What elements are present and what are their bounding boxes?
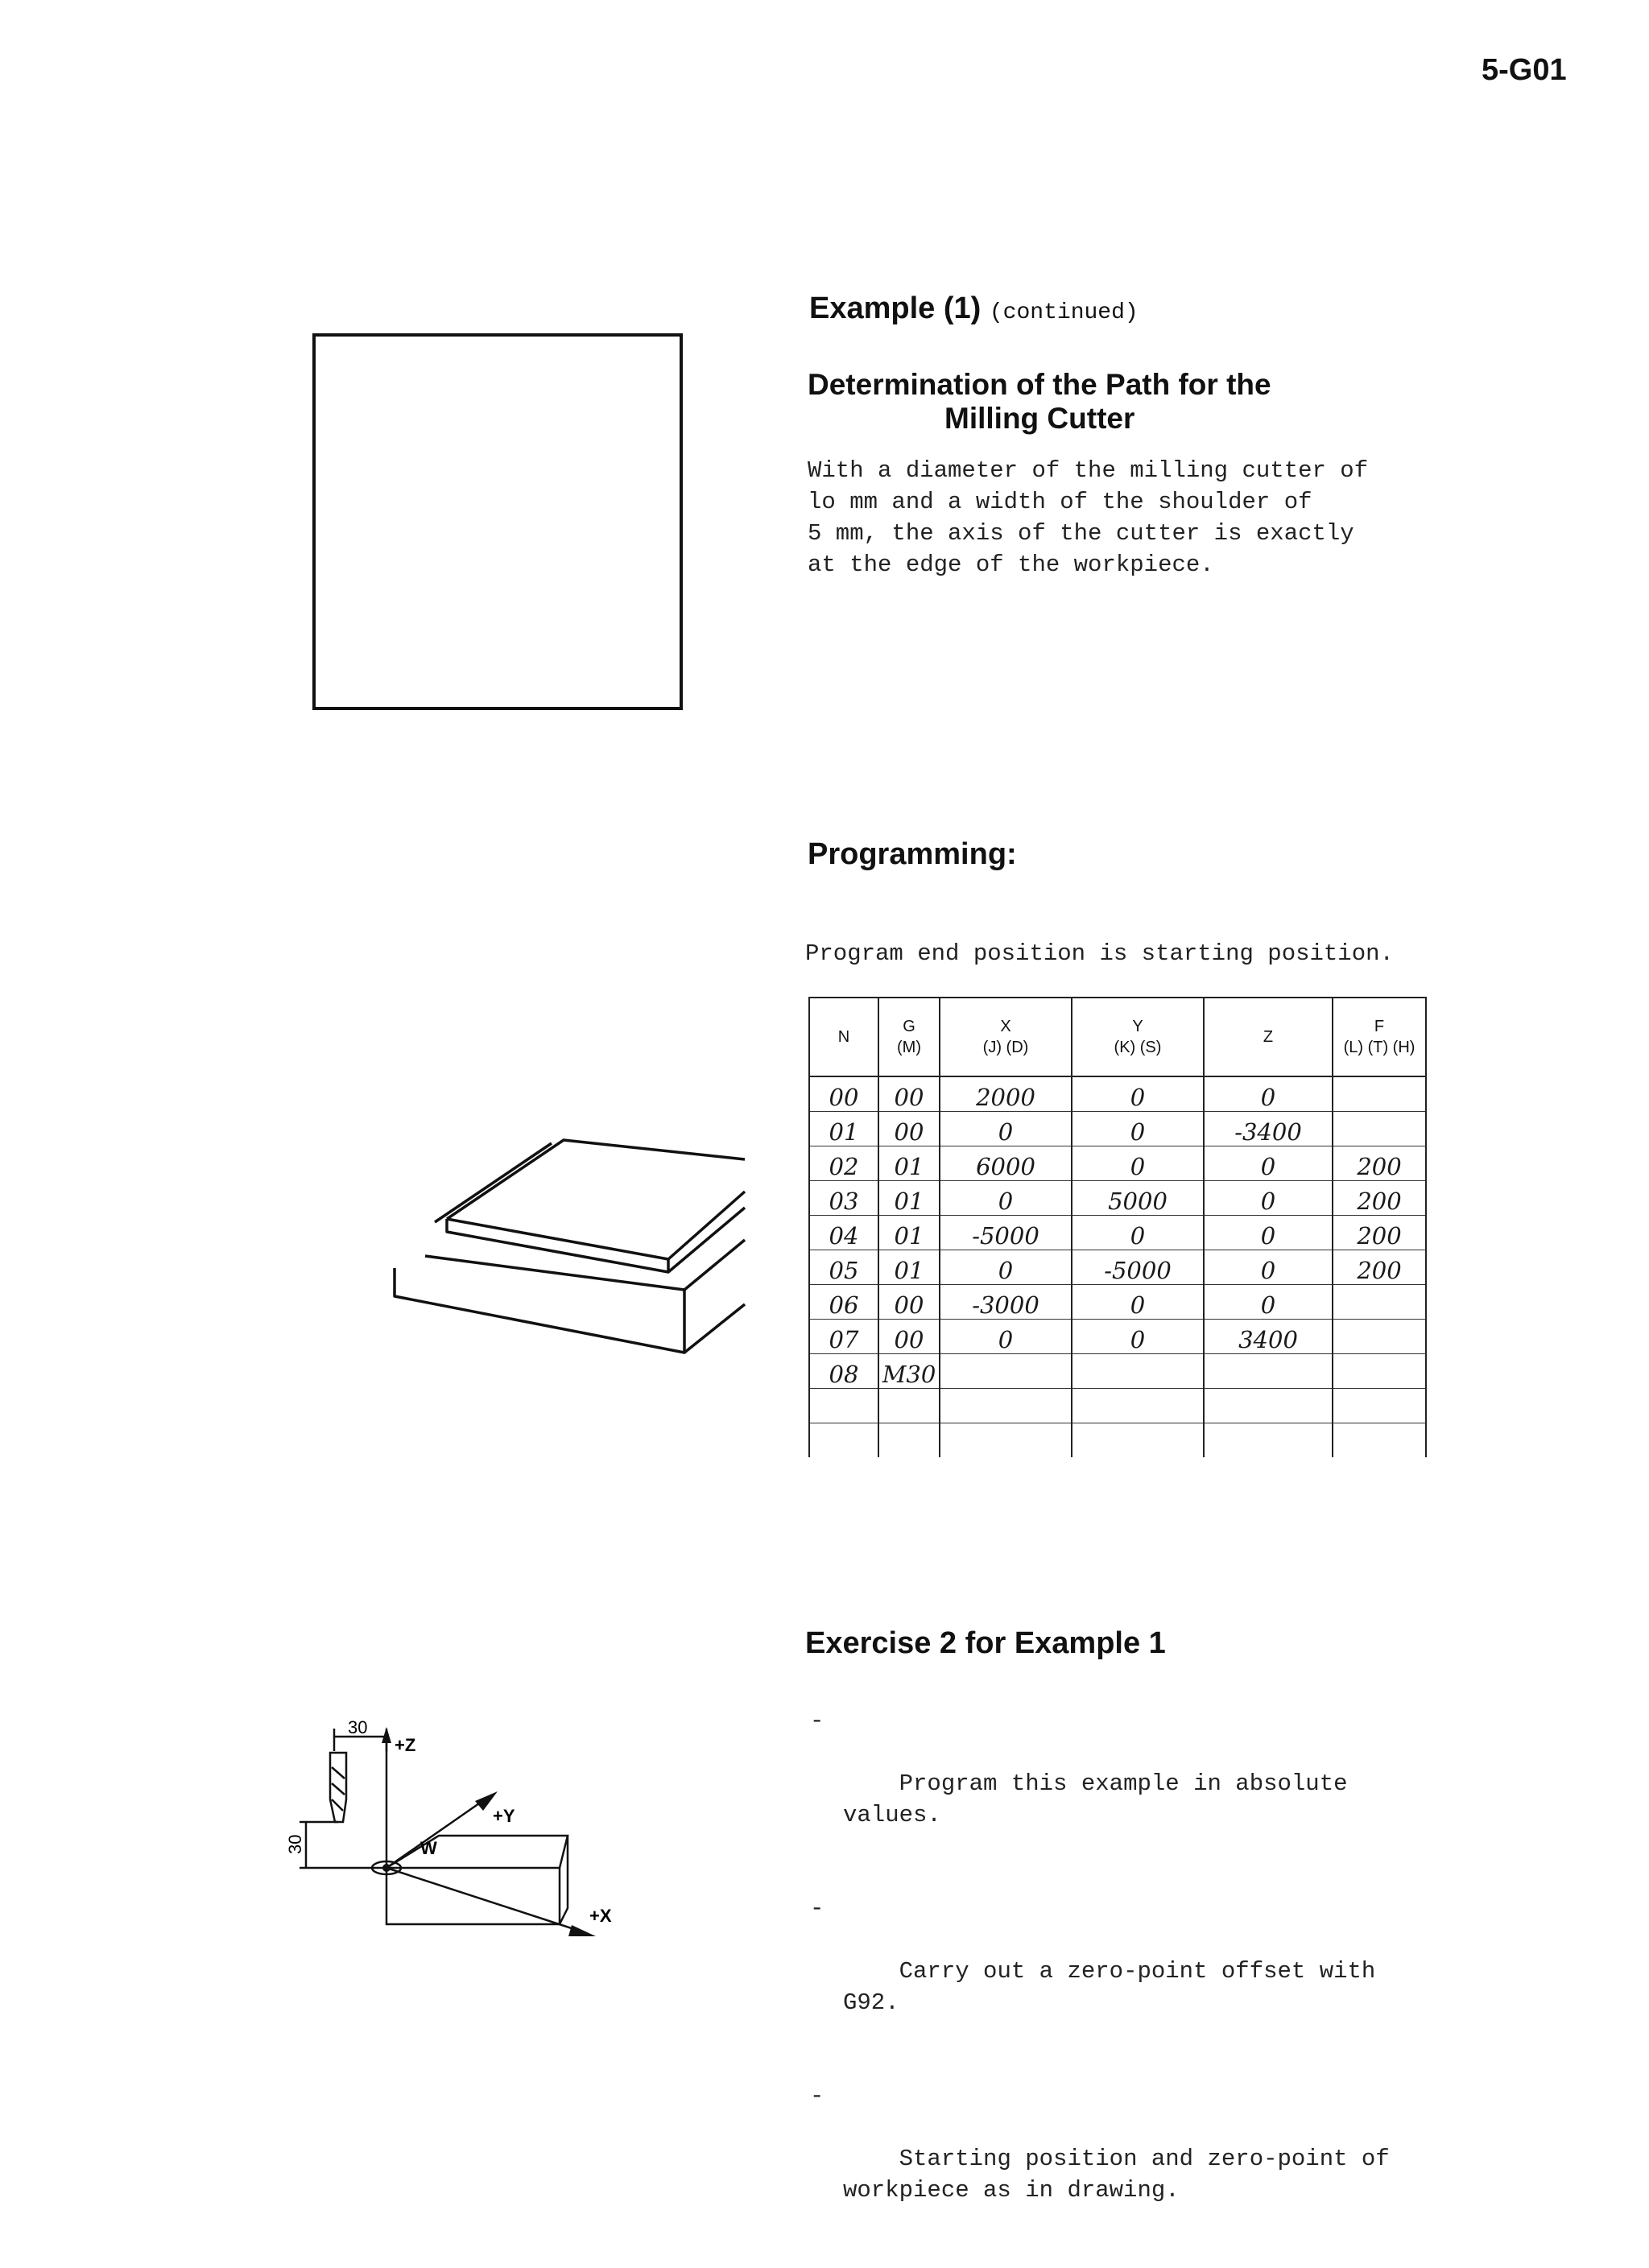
shoulder-edge — [435, 1143, 552, 1222]
table-cell: 6000 — [940, 1146, 1072, 1181]
table-cell — [940, 1423, 1072, 1458]
example-continued: (continued) — [989, 300, 1139, 325]
table-cell: M30 — [878, 1354, 940, 1389]
axis-x-label: +X — [589, 1906, 612, 1926]
block-top-face — [386, 1836, 568, 1868]
table-cell: 01 — [809, 1112, 878, 1146]
table-cell: 0 — [940, 1250, 1072, 1285]
column-header — [1072, 998, 1204, 1076]
exercise-item-text: Carry out a zero-point offset with G92. — [843, 1958, 1376, 2016]
table-row — [809, 1216, 1426, 1250]
top-plate-back-edge — [447, 1140, 745, 1219]
table-cell — [1204, 1389, 1333, 1423]
column-header-label: X — [1000, 1018, 1011, 1035]
table-cell: 00 — [878, 1320, 940, 1354]
table-cell — [878, 1389, 940, 1423]
table-cell: 3400 — [1204, 1320, 1333, 1354]
table-row — [809, 1320, 1426, 1354]
table-cell: 04 — [809, 1216, 878, 1250]
table-cell — [809, 1423, 878, 1458]
table-cell: 01 — [878, 1181, 940, 1216]
table-cell: 0 — [940, 1112, 1072, 1146]
table-cell: 06 — [809, 1285, 878, 1320]
column-header-label: F — [1374, 1018, 1385, 1035]
table-cell: 00 — [878, 1285, 940, 1320]
table-cell — [1333, 1354, 1426, 1389]
table-cell — [1333, 1076, 1426, 1112]
table-cell: 07 — [809, 1320, 878, 1354]
path-description — [808, 455, 1368, 580]
table-cell: 0 — [1072, 1146, 1204, 1181]
origin-point — [382, 1864, 391, 1872]
table-row — [809, 1389, 1426, 1423]
path-text-line: With a diameter of the milling cutter of — [808, 457, 1369, 484]
table-cell: 200 — [1333, 1250, 1426, 1285]
column-header-label: Y — [1132, 1018, 1143, 1035]
table-cell: 5000 — [1072, 1181, 1204, 1216]
bullet-dash: - — [810, 1895, 824, 1922]
column-header — [1204, 998, 1333, 1076]
z-arrow-head — [382, 1727, 391, 1743]
table-cell — [1072, 1423, 1204, 1458]
table-cell: -5000 — [1072, 1250, 1204, 1285]
table-cell: 0 — [1072, 1216, 1204, 1250]
page-number: 5-G01 — [1482, 53, 1567, 87]
column-header-label: G — [903, 1018, 915, 1035]
table-cell — [1072, 1354, 1204, 1389]
table-cell: -5000 — [940, 1216, 1072, 1250]
table-cell: 0 — [1204, 1146, 1333, 1181]
exercise-item — [808, 1893, 1390, 2050]
table-cell: 200 — [1333, 1216, 1426, 1250]
table-cell: -3000 — [940, 1285, 1072, 1320]
table-row — [809, 1146, 1426, 1181]
column-header-sublabel: (K) (S) — [1114, 1039, 1162, 1056]
column-header — [1333, 998, 1426, 1076]
table-cell: 01 — [878, 1250, 940, 1285]
milling-tool — [330, 1753, 346, 1822]
column-header — [878, 998, 940, 1076]
tool-flutes — [332, 1767, 345, 1811]
column-header — [940, 998, 1072, 1076]
column-header-label: Z — [1263, 1028, 1274, 1046]
table-cell: 01 — [878, 1146, 940, 1181]
programming-heading: Programming: — [808, 837, 1017, 871]
block-bottom-right — [684, 1304, 745, 1353]
column-header-sublabel: (J) (D) — [982, 1039, 1029, 1056]
column-header-sublabel: (L) (T) (H) — [1343, 1039, 1415, 1056]
table-cell: 03 — [809, 1181, 878, 1216]
bullet-dash: - — [810, 2083, 824, 2109]
table-cell: 0 — [1204, 1250, 1333, 1285]
table-cell: 0 — [1072, 1076, 1204, 1112]
table-cell — [1333, 1285, 1426, 1320]
exercise-list — [808, 1705, 1390, 2268]
path-text-line: at the edge of the workpiece. — [808, 552, 1214, 578]
table-cell: 2000 — [940, 1076, 1072, 1112]
table-cell: 0 — [940, 1320, 1072, 1354]
table-row — [809, 1354, 1426, 1389]
block-front — [395, 1268, 684, 1353]
exercise-item — [808, 1705, 1390, 1862]
column-header-label: N — [837, 1028, 850, 1046]
dim-top-label: 30 — [348, 1719, 368, 1737]
workpiece-sketch — [378, 1111, 749, 1369]
table-cell: 00 — [878, 1076, 940, 1112]
column-header — [809, 998, 878, 1076]
exercise-heading: Exercise 2 for Example 1 — [805, 1626, 1166, 1660]
program-table — [808, 997, 1427, 1457]
column-header-sublabel: (M) — [897, 1039, 921, 1056]
origin-label: W — [420, 1838, 437, 1858]
table-cell — [1333, 1423, 1426, 1458]
table-row — [809, 1285, 1426, 1320]
table-cell — [878, 1423, 940, 1458]
table-cell — [940, 1354, 1072, 1389]
table-cell — [1204, 1354, 1333, 1389]
axis-z-label: +Z — [395, 1735, 416, 1755]
table-cell — [940, 1389, 1072, 1423]
x-axis-line — [386, 1868, 584, 1932]
bullet-dash: - — [810, 1708, 824, 1734]
table-cell: 05 — [809, 1250, 878, 1285]
table-cell: 0 — [1072, 1320, 1204, 1354]
top-plate-front — [447, 1208, 745, 1272]
table-cell: 02 — [809, 1146, 878, 1181]
exercise-item — [808, 2080, 1390, 2237]
coordinate-system-diagram — [282, 1719, 620, 1968]
path-heading-line1: Determination of the Path for the — [808, 368, 1271, 401]
path-heading-line2: Milling Cutter — [944, 402, 1135, 435]
table-header-row — [809, 998, 1426, 1076]
table-cell: 0 — [940, 1181, 1072, 1216]
path-text-line: 5 mm, the axis of the cutter is exactly — [808, 520, 1354, 547]
exercise-item-text: Program this example in absolute values. — [843, 1770, 1348, 1828]
table-cell: 0 — [1204, 1076, 1333, 1112]
table-cell — [809, 1389, 878, 1423]
table-cell: 200 — [1333, 1146, 1426, 1181]
table-cell: 0 — [1072, 1285, 1204, 1320]
table-cell — [1072, 1389, 1204, 1423]
table-cell: 0 — [1204, 1181, 1333, 1216]
table-cell — [1333, 1389, 1426, 1423]
blank-drawing-frame — [312, 333, 683, 710]
table-cell: 0 — [1072, 1112, 1204, 1146]
x-arrow-head — [568, 1925, 596, 1936]
example-heading — [809, 291, 1139, 326]
table-cell — [1333, 1320, 1426, 1354]
table-row — [809, 1076, 1426, 1112]
table-row — [809, 1112, 1426, 1146]
table-cell: 200 — [1333, 1181, 1426, 1216]
path-heading — [808, 368, 1271, 436]
exercise-item-text: Starting position and zero-point of workpiece as in drawing. — [843, 2146, 1390, 2204]
table-cell: 0 — [1204, 1285, 1333, 1320]
dim-side-label: 30 — [285, 1834, 305, 1854]
table-cell — [1333, 1112, 1426, 1146]
table-cell: 00 — [878, 1112, 940, 1146]
table-cell: 00 — [809, 1076, 878, 1112]
table-cell: -3400 — [1204, 1112, 1333, 1146]
example-title: Example (1) — [809, 291, 982, 325]
table-cell: 01 — [878, 1216, 940, 1250]
table-row — [809, 1250, 1426, 1285]
table-body — [809, 1076, 1426, 1457]
table-row — [809, 1181, 1426, 1216]
programming-text: Program end position is starting position. — [805, 940, 1394, 967]
table-cell — [1204, 1423, 1333, 1458]
table-cell: 0 — [1204, 1216, 1333, 1250]
table-row — [809, 1423, 1426, 1458]
path-text-line: lo mm and a width of the shoulder of — [808, 489, 1312, 515]
table-cell: 08 — [809, 1354, 878, 1389]
axis-y-label: +Y — [493, 1806, 515, 1826]
